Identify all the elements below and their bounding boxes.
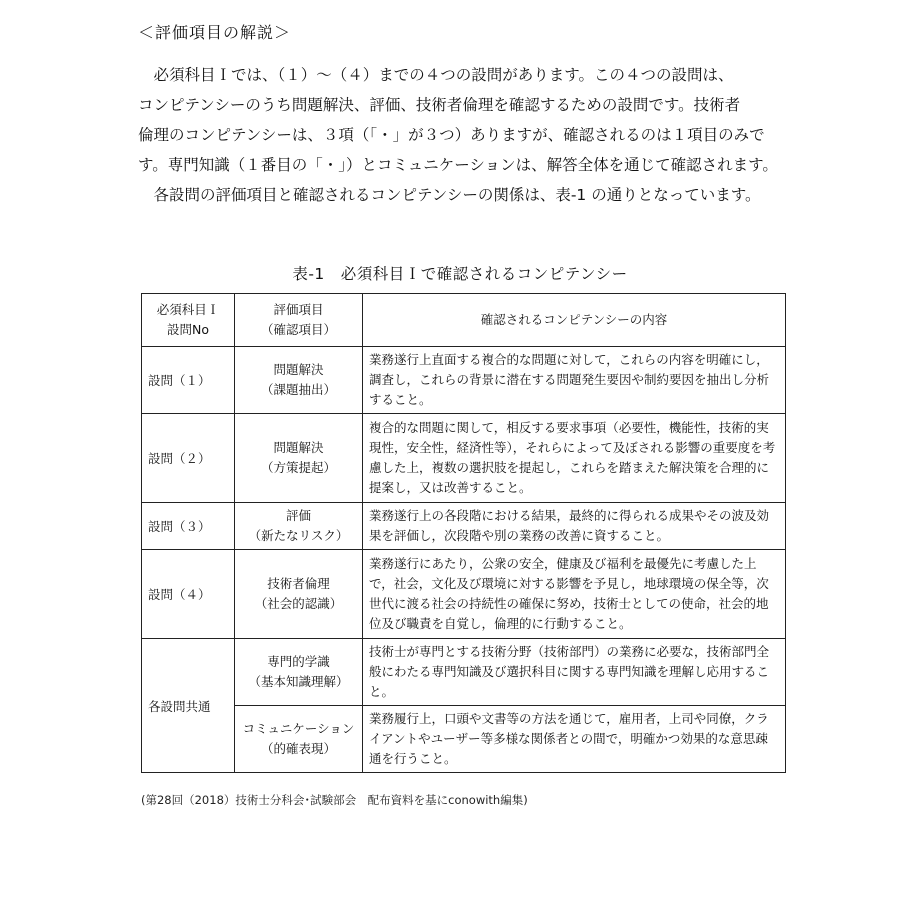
eval-item-text: （方策提起） [260,460,336,475]
paragraph-line: す。専門知識（１番目の「・」）とコミュニケーションは、解答全体を通じて確認されます。 [138,156,778,174]
table-row [142,503,786,550]
eval-item-text: 評価 [285,508,311,523]
eval-item-cell [235,347,363,414]
table-row [142,347,786,414]
competency-table [141,293,786,773]
paragraph-line: 必須科目Ｉでは、（１）〜（４）までの４つの設問があります。この４つの設問は、 [138,66,734,84]
header-competency: 確認されるコンピテンシーの内容 [363,294,786,347]
eval-item-text: （基本知識理解） [248,674,349,689]
intro-paragraph [138,60,798,210]
header-text: 必須科目Ｉ [156,302,220,317]
source-note: (第28回（2018）技術士分科会･試験部会 配布資料を基にconowith編集) [141,793,528,807]
competency-cell: 業務履行上，口頭や文書等の方法を通じて，雇用者，上司や同僚，クライアントやユーザー等多様な関係者との間で，明確かつ効果的な意思疎通を行うこと。 [363,706,786,773]
competency-cell: 業務遂行上直面する複合的な問題に対して，これらの内容を明確にし，調査し，これらの背景に潜在する問題発生要因や制約要因を抽出し分析すること。 [363,347,786,414]
question-no-cell: 設問（３） [142,503,235,550]
competency-cell: 業務遂行上の各段階における結果，最終的に得られる成果やその波及効果を評価し，次段階や別の業務の改善に資すること。 [363,503,786,550]
eval-item-text: 問題解決 [273,362,324,377]
competency-cell: 業務遂行にあたり，公衆の安全，健康及び福利を最優先に考慮した上で，社会，文化及び環境に対する影響を予見し，地球環境の保全等，次世代に渡る社会の持続性の確保に努め，技術士としての使命，社会的地位及び職責を自覚し，倫理的に行動すること。 [363,550,786,639]
eval-item-text: （新たなリスク） [248,528,349,543]
header-text: 設問No [167,322,209,337]
shared-label-cell: 各設問共通 [142,639,235,773]
header-text: （確認項目） [260,322,336,337]
eval-item-text: 問題解決 [273,440,324,455]
table-row [142,706,786,773]
eval-item-text: （社会的認識） [254,596,343,611]
header-text: 評価項目 [273,302,324,317]
table-header-row [142,294,786,347]
eval-item-cell [235,414,363,503]
competency-cell: 複合的な問題に関して，相反する要求事項（必要性，機能性，技術的実現性，安全性，経済性等），それらによって及ぼされる影響の重要度を考慮した上，複数の選択肢を提起し，これらを踏まえた解決策を合理的に提案し，又は改善すること。 [363,414,786,503]
header-eval-item [235,294,363,347]
table-row [142,414,786,503]
paragraph-line: 各設問の評価項目と確認されるコンピテンシーの関係は、表-1 の通りとなっています。 [138,186,761,204]
table-row [142,639,786,706]
eval-item-text: 専門的学識 [267,654,330,669]
question-no-cell: 設問（４） [142,550,235,639]
eval-item-cell [235,550,363,639]
question-no-cell: 設問（２） [142,414,235,503]
competency-cell: 技術士が専門とする技術分野（技術部門）の業務に必要な，技術部門全般にわたる専門知識及び選択科目に関する専門知識を理解し応用すること。 [363,639,786,706]
question-no-cell: 設問（１） [142,347,235,414]
header-question-no [142,294,235,347]
eval-item-text: （課題抽出） [260,382,336,397]
paragraph-line: 倫理のコンピテンシーは、３項（「・」が３つ）ありますが、確認されるのは１項目のみで [138,126,765,144]
eval-item-text: （的確表現） [260,741,336,756]
eval-item-text: 技術者倫理 [267,576,330,591]
paragraph-line: コンピテンシーのうち問題解決、評価、技術者倫理を確認するための設問です。技術者 [138,96,741,114]
eval-item-cell [235,639,363,706]
eval-item-text: コミュニケーション [242,721,355,736]
eval-item-cell [235,706,363,773]
section-heading: ＜評価項目の解説＞ [138,23,292,42]
eval-item-cell [235,503,363,550]
table-caption: 表-1 必須科目Ｉで確認されるコンピテンシー [292,265,628,283]
table-row [142,550,786,639]
